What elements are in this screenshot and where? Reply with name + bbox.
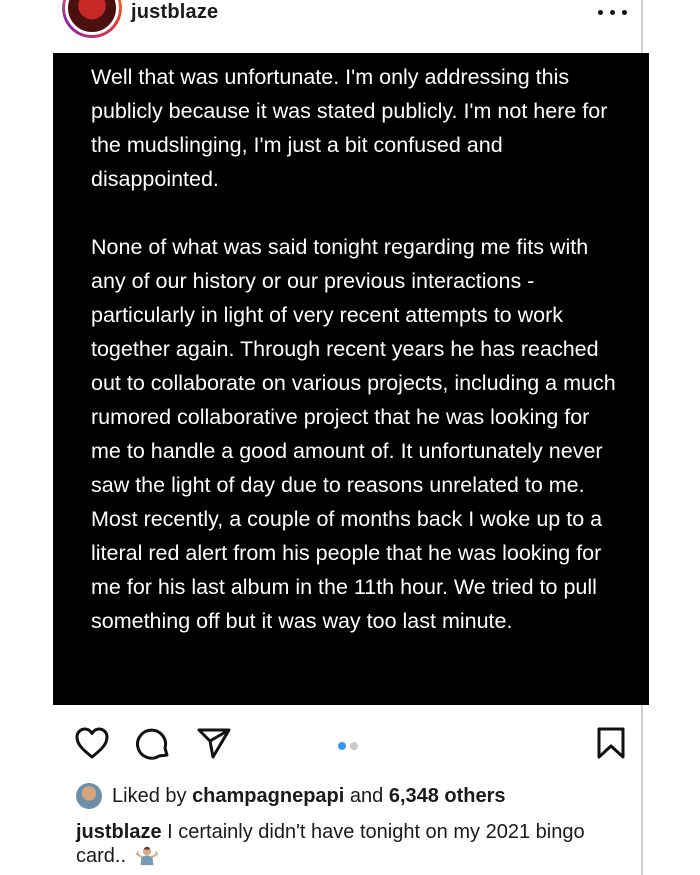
caption-text: I certainly didn't have tonight on my 2021 bingo card.. — [76, 821, 585, 867]
profile-avatar[interactable] — [62, 0, 122, 38]
likes-prefix: Liked by — [112, 784, 187, 807]
avatar-image — [65, 0, 119, 35]
likes-summary[interactable] — [76, 782, 506, 810]
post-text — [91, 60, 621, 638]
more-options-button[interactable] — [596, 2, 630, 24]
post-username[interactable]: justblaze — [131, 1, 219, 23]
more-horizontal-icon — [598, 10, 603, 15]
likes-others[interactable]: 6,348 others — [388, 784, 506, 807]
carousel-dot — [350, 742, 358, 750]
bookmark-icon[interactable] — [596, 726, 626, 760]
send-icon[interactable] — [196, 726, 232, 760]
post-paragraph-2: None of what was said tonight regarding me fits with any of our history or our previous interactions - particularly in light of very recent attempts to work together again. Through recent years he has reached out to collaborate on various projects, including a much rumored collaborative project that he was looking for me to handle a good amount of. It unfortunately never saw the light of day due to reasons unrelated to me. Most recently, a couple of months back I woke up to a literal red alert from his people that he was looking for me for his last album in the 11th hour. We tried to pull something off but it was way too last minute. — [91, 235, 616, 633]
caption-username[interactable]: justblaze — [76, 821, 162, 843]
heart-icon[interactable] — [74, 726, 110, 760]
carousel-dot-active — [338, 742, 346, 750]
action-bar — [0, 720, 700, 766]
post-caption — [76, 820, 616, 868]
likes-user[interactable]: champagnepapi — [192, 784, 345, 807]
post-paragraph-1: Well that was unfortunate. I'm only addressing this publicly because it was stated publicly. I'm not here for the mudslinging, I'm just a bit confused and disappointed. — [91, 65, 608, 191]
post-header — [0, 0, 700, 50]
comment-icon[interactable] — [136, 726, 172, 762]
likes-middle: and — [349, 784, 384, 807]
carousel-indicator — [338, 737, 362, 755]
liker-avatar[interactable] — [76, 783, 102, 809]
post-image-text-panel[interactable] — [53, 53, 649, 705]
person-shrugging-emoji — [136, 844, 158, 866]
